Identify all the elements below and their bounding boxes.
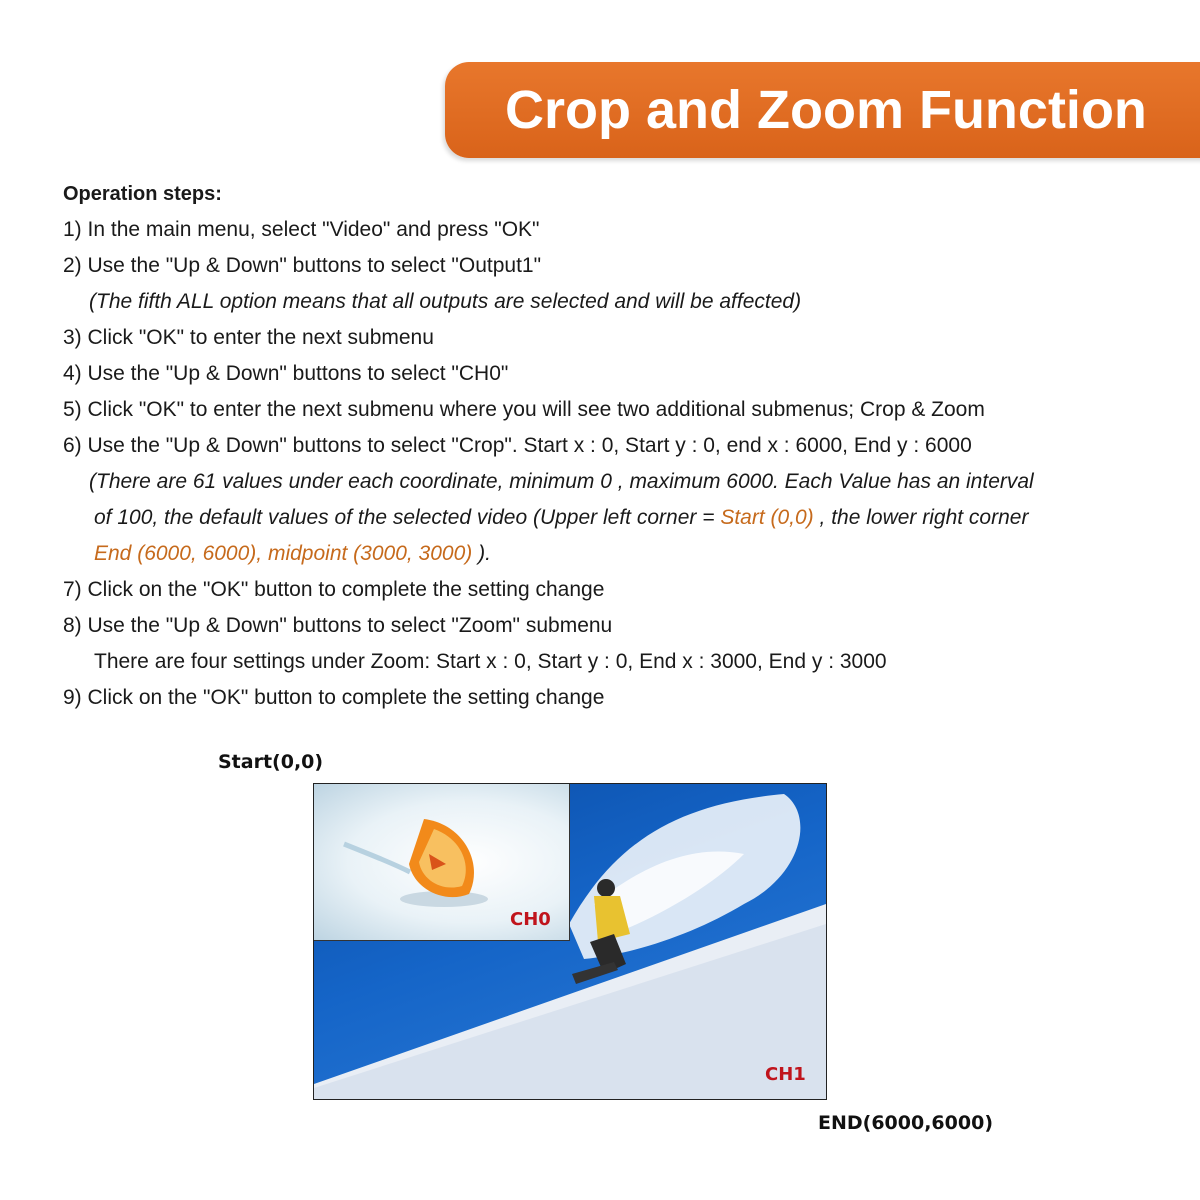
ch0-label: CH0 (510, 909, 551, 930)
end-midpoint-highlight: End (6000, 6000), midpoint (3000, 3000) (94, 542, 473, 565)
steps-heading: Operation steps: (63, 183, 222, 205)
step-9: 9) Click on the "OK" button to complete the setting change (63, 686, 605, 709)
operation-steps (63, 176, 1163, 716)
step-8: 8) Use the "Up & Down" buttons to select "Zoom" submenu (63, 614, 613, 637)
end-label: END(6000,6000) (818, 1112, 993, 1134)
ch1-label: CH1 (765, 1064, 806, 1085)
step-6-note-text: of 100, the default values of the selected video (Upper left corner = (94, 506, 721, 529)
step-6-note-line-3 (63, 536, 1163, 572)
step-6-note-text: , the lower right corner (813, 506, 1029, 529)
start-coordinate-highlight: Start (0,0) (720, 506, 814, 529)
step-3: 3) Click "OK" to enter the next submenu (63, 326, 434, 349)
start-label: Start(0,0) (218, 751, 324, 773)
step-8-note: There are four settings under Zoom: Start x : 0, Start y : 0, End x : 3000, End y : 3000 (94, 650, 887, 673)
step-6-note-text: ). (472, 542, 491, 565)
step-7: 7) Click on the "OK" button to complete the setting change (63, 578, 605, 601)
output-preview (313, 783, 827, 1100)
step-2-note: (The fifth ALL option means that all outputs are selected and will be affected) (89, 290, 802, 313)
step-6: 6) Use the "Up & Down" buttons to select "Crop". Start x : 0, Start y : 0, end x : 6000, End y : 6000 (63, 434, 972, 457)
step-6-note-line-2 (63, 500, 1163, 536)
ch0-video (314, 784, 570, 941)
step-2: 2) Use the "Up & Down" buttons to select "Output1" (63, 254, 542, 277)
page-title: Crop and Zoom Function (505, 80, 1147, 140)
step-1: 1) In the main menu, select "Video" and press "OK" (63, 218, 540, 241)
step-4: 4) Use the "Up & Down" buttons to select "CH0" (63, 362, 509, 385)
step-5: 5) Click "OK" to enter the next submenu where you will see two additional submenus; Crop & Zoom (63, 398, 985, 421)
step-6-note-line-1: (There are 61 values under each coordinate, minimum 0 , maximum 6000. Each Value has an interval (89, 470, 1034, 493)
